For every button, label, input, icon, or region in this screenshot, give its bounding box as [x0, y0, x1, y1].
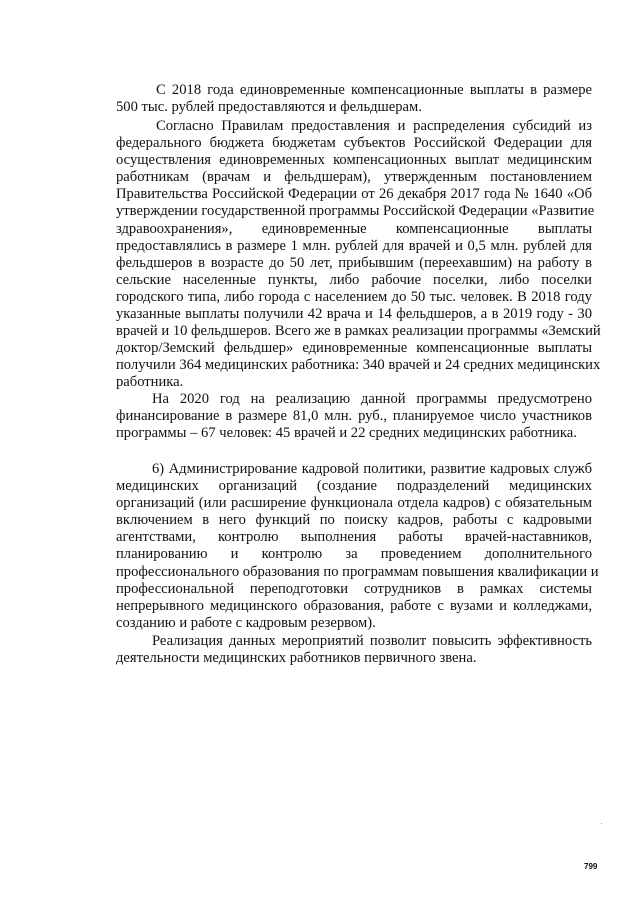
text-line: С 2018 года единовременные компенсационные выплаты в размере [156, 82, 592, 98]
text-line: здравоохранения», единовременные компенсационные выплаты [116, 220, 592, 237]
text-line: Согласно Правилам предоставления и распределения субсидий из [156, 118, 592, 134]
text-line: медицинских организаций (создание подразделений медицинских [116, 478, 592, 495]
paragraph-1 [116, 82, 592, 116]
text-line: профессионального образования по программам повышения квалификации и [116, 563, 599, 580]
text-line: 6) Администрирование кадровой политики, развитие кадровых служб [152, 461, 592, 477]
text-line: деятельности медицинских работников первичного звена. [116, 650, 477, 667]
text-line: доктор/Земский фельдшер» единовременные компенсационные выплаты [116, 340, 592, 357]
text-line: городского типа, либо города с населением до 50 тыс. человек. В 2018 году [116, 288, 592, 305]
text-line: Правительства Российской Федерации от 26 декабря 2017 года № 1640 «Об [116, 186, 592, 203]
text-line: получили 364 медицинских работника: 340 врачей и 24 средних медицинских [116, 357, 601, 374]
paragraph-4 [116, 461, 599, 632]
text-line: Реализация данных мероприятий позволит повысить эффективность [152, 633, 592, 649]
scan-speck [601, 823, 602, 824]
text-line: На 2020 год на реализацию данной программы предусмотрено [152, 391, 592, 407]
text-line: сельские населенные пункты, либо рабочие поселки, либо поселки [116, 271, 592, 288]
text-line: осуществления единовременных компенсационных выплат медицинским [116, 152, 592, 169]
text-line: агентствами, контролю выполнения работы врачей-наставников, [116, 529, 592, 546]
text-line: непрерывного медицинского образования, работе с вузами и колледжами, [116, 597, 592, 614]
paragraph-2 [116, 118, 601, 392]
paragraph-5 [116, 633, 592, 667]
paragraph-3 [116, 391, 592, 442]
text-line: 500 тыс. рублей предоставляются и фельдшерам. [116, 99, 422, 116]
text-line: фельдшеров в возрасте до 50 лет, прибывшим (переехавшим) на работу в [116, 254, 592, 271]
text-line: финансирование в размере 81,0 млн. руб., планируемое число участников [116, 408, 592, 425]
text-line: работникам (врачам и фельдшерам), утвержденным постановлением [116, 169, 592, 186]
page-number: 799 [584, 862, 598, 871]
text-line: созданию и работе с кадровым резервом). [116, 614, 376, 631]
text-line: программы – 67 человек: 45 врачей и 22 средних медицинских работника. [116, 425, 577, 442]
text-line: федерального бюджета бюджетам субъектов Российской Федерации для [116, 135, 592, 152]
text-line: работника. [116, 374, 184, 391]
text-line: предоставлялись в размере 1 млн. рублей для врачей и 0,5 млн. рублей для [116, 237, 592, 254]
text-line: включением в него функций по поиску кадров, работы с кадровыми [116, 512, 592, 529]
text-line: указанные выплаты получили 42 врача и 14 фельдшеров, а в 2019 году - 30 [116, 306, 592, 323]
text-line: врачей и 10 фельдшеров. Всего же в рамках реализации программы «Земский [116, 323, 601, 340]
text-line: организаций (или расширение функционала отдела кадров) с обязательным [116, 495, 592, 512]
text-line: планированию и контролю за проведением дополнительного [116, 546, 592, 563]
text-line: профессиональной переподготовки сотрудников в рамках системы [116, 580, 592, 597]
text-line: утверждении государственной программы Российской Федерации «Развитие [116, 203, 595, 220]
